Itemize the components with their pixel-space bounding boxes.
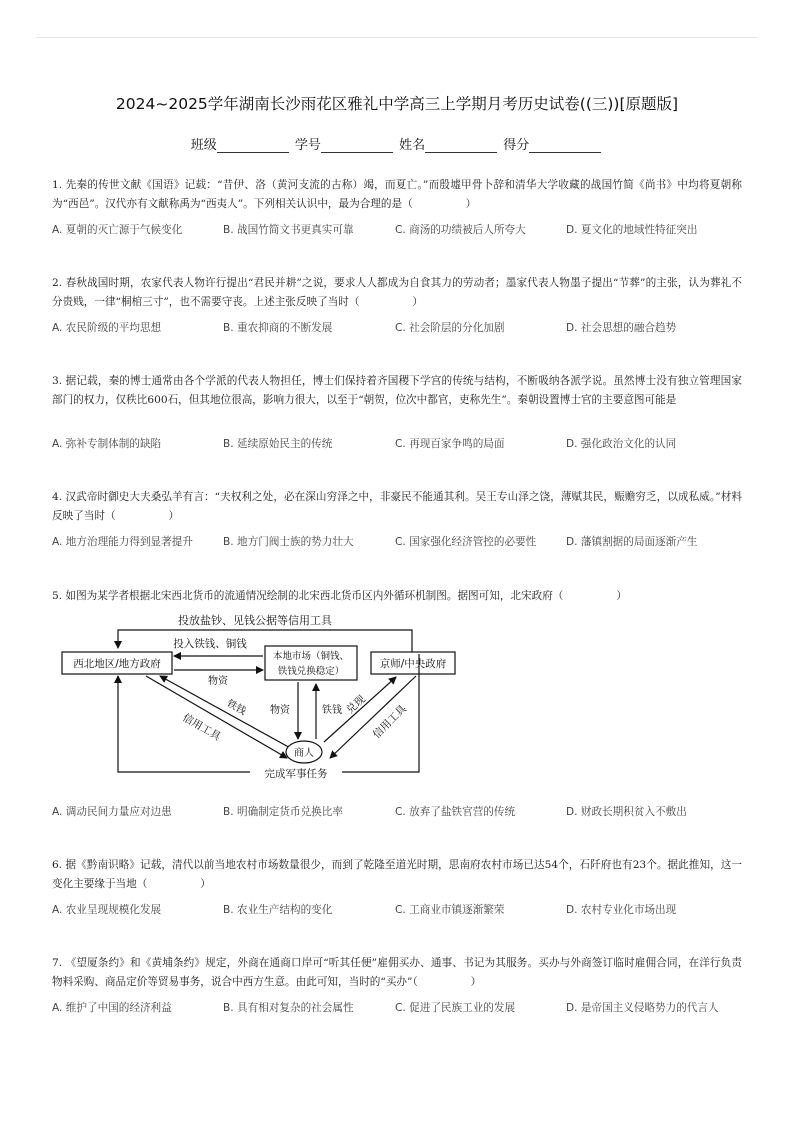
question-4-option-d[interactable]: D. 藩镇割据的局面逐渐产生 — [566, 536, 698, 548]
question-6-option-b[interactable]: B. 农业生产结构的变化 — [223, 904, 333, 916]
question-7-option-c[interactable]: C. 促进了民族工业的发展 — [395, 1002, 516, 1014]
question-1-options — [52, 222, 742, 242]
diagram-edge-goods-mid: 物资 — [270, 705, 290, 716]
question-2-stem: 2. 春秋战国时期，农家代表人物许行提出“君民并耕”之说，要求人人都成为自食其力的劳动者；墨家代表人物墨子提出“节葬”的主张，认为葬礼不分贵贱，一律“桐棺三寸”，也不需要守丧。上述主张反映了当时（ ） — [52, 277, 742, 308]
exam-title: 2024~2025学年湖南长沙雨花区雅礼中学高三上学期月考历史试卷((三))[原题版] — [115, 95, 679, 113]
question-4-option-b[interactable]: B. 地方门阀士族的势力壮大 — [223, 536, 354, 548]
question-2-option-b[interactable]: B. 重农抑商的不断发展 — [223, 322, 333, 334]
question-6-option-d[interactable]: D. 农村专业化市场出现 — [566, 904, 677, 916]
question-3-option-c[interactable]: C. 再现百家争鸣的局面 — [395, 438, 505, 450]
diagram-edge-iron-mid: 铁钱 — [322, 705, 342, 716]
diagram-edge-input-coins: 投入铁钱、铜钱 — [173, 638, 247, 650]
question-1-option-d[interactable]: D. 夏文化的地域性特征突出 — [566, 224, 698, 236]
question-4-option-a[interactable]: A. 地方治理能力得到显著提升 — [52, 536, 193, 548]
question-6-option-c[interactable]: C. 工商业市镇逐渐繁荣 — [395, 904, 505, 916]
question-6-stem: 6. 据《黔南识略》记载，清代以前当地农村市场数量很少，而到了乾隆至道光时期，思南府农村市场已达54个，石阡府也有23个。据此推知，这一变化主要缘于当地（ ） — [52, 859, 742, 890]
question-5-option-a[interactable]: A. 调动民间力量应对边患 — [52, 806, 172, 818]
diagram-node-market-line1: 本地市场（铜钱、 — [272, 651, 350, 662]
student-id-label: 学号 — [294, 138, 321, 153]
question-3-option-a[interactable]: A. 弥补专制体制的缺陷 — [52, 438, 162, 450]
currency-circulation-diagram — [60, 612, 480, 788]
question-3-options — [52, 436, 742, 456]
diagram-node-market-line2: 铁钱兑换稳定） — [277, 666, 345, 677]
question-3-option-b[interactable]: B. 延续原始民主的传统 — [223, 438, 333, 450]
question-6-option-a[interactable]: A. 农业呈现规模化发展 — [52, 904, 162, 916]
question-5-options — [52, 804, 742, 824]
diagram-edge-redeem: 兑现 — [344, 693, 368, 717]
diagram-bottom-label: 完成军事任务 — [264, 768, 328, 780]
question-1-stem: 1. 先秦的传世文献《国语》记载：“昔伊、洛（黄河支流的古称）竭，而夏亡。”而殷墟甲骨卜辞和清华大学收藏的战国竹简《尚书》中均将夏朝称为“西邑”。汉代亦有文献称禹为“西夷人”。下列相关认识中，最为合理的是（ ） — [52, 179, 742, 210]
question-3 — [52, 372, 742, 410]
question-4-stem: 4. 汉武帝时御史大夫桑弘羊有言：“夫权利之处，必在深山穷泽之中，非豪民不能通其利。吴王专山泽之饶，薄赋其民，赈赡穷乏，以成私威。”材料反映了当时（ ） — [52, 491, 742, 522]
student-info-row — [0, 134, 794, 153]
question-5-option-d[interactable]: D. 财政长期积贫入不敷出 — [566, 806, 687, 818]
diagram-edge-credit-right: 信用工具 — [370, 702, 409, 741]
diagram-arrow-credit-left — [146, 676, 287, 758]
question-1 — [52, 176, 742, 214]
diagram-node-capital-label: 京师/中央政府 — [379, 658, 447, 670]
question-7 — [52, 954, 742, 992]
question-2-option-a[interactable]: A. 农民阶级的平均思想 — [52, 322, 162, 334]
question-3-stem: 3. 据记载，秦的博士通常由各个学派的代表人物担任，博士们保持着齐国稷下学宫的传统与结构，不断吸纳各派学说。虽然博士没有独立管理国家部门的权力，仅秩比600石，但其地位很高，影响力很大，以至于“朝贺，位次中都官，吏称先生”。秦朝设置博士官的主要意图可能是 — [52, 375, 742, 406]
question-2-options — [52, 320, 742, 340]
score-blank[interactable] — [529, 138, 601, 153]
question-7-option-a[interactable]: A. 维护了中国的经济利益 — [52, 1002, 172, 1014]
name-blank[interactable] — [425, 138, 497, 153]
diagram-edge-credit-left: 信用工具 — [180, 711, 223, 744]
question-1-option-b[interactable]: B. 战国竹简文书更真实可靠 — [223, 224, 354, 236]
class-label: 班级 — [190, 138, 217, 153]
score-label: 得分 — [503, 138, 530, 153]
question-1-option-a[interactable]: A. 夏朝的灭亡源于气候变化 — [52, 224, 183, 236]
question-3-option-d[interactable]: D. 强化政治文化的认同 — [566, 438, 677, 450]
diagram-top-label: 投放盐钞、见钱公据等信用工具 — [178, 614, 332, 627]
question-6 — [52, 856, 742, 894]
question-5-option-b[interactable]: B. 明确制定货币兑换比率 — [223, 806, 343, 818]
question-1-option-c[interactable]: C. 商汤的功绩被后人所夸大 — [395, 224, 526, 236]
diagram-edge-goods-left: 物资 — [208, 676, 228, 687]
header-rule — [36, 37, 758, 38]
question-7-option-b[interactable]: B. 具有相对复杂的社会属性 — [223, 1002, 354, 1014]
diagram-node-northwest-label: 西北地区/地方政府 — [73, 658, 161, 670]
question-4 — [52, 488, 742, 526]
question-7-stem: 7. 《望厦条约》和《黄埔条约》规定，外商在通商口岸可“听其任便”雇佣买办、通事、书记为其服务。买办与外商签订临时雇佣合同，在洋行负责物料采购、商品定价等贸易事务，说合中西方生意。由此可知，当时的“买办”（ ） — [52, 957, 742, 988]
question-6-options — [52, 902, 742, 922]
question-5-option-c[interactable]: C. 放弃了盐铁官营的传统 — [395, 806, 516, 818]
diagram-edge-iron-left: 铁钱 — [224, 698, 248, 718]
class-blank[interactable] — [217, 138, 289, 153]
question-7-option-d[interactable]: D. 是帝国主义侵略势力的代言人 — [566, 1002, 719, 1014]
question-4-option-c[interactable]: C. 国家强化经济管控的必要性 — [395, 536, 537, 548]
name-label: 姓名 — [399, 138, 426, 153]
question-2-option-d[interactable]: D. 社会思想的融合趋势 — [566, 322, 677, 334]
question-2 — [52, 274, 742, 312]
question-4-options — [52, 534, 742, 554]
question-5-stem: 5. 如图为某学者根据北宋西北货币的流通情况绘制的北宋西北货币区内外循环机制图。据图可知，北宋政府（ ） — [52, 590, 627, 602]
question-5 — [52, 587, 742, 606]
question-7-options — [52, 1000, 742, 1036]
question-2-option-c[interactable]: C. 社会阶层的分化加剧 — [395, 322, 505, 334]
student-id-blank[interactable] — [321, 138, 393, 153]
diagram-node-merchant-label: 商人 — [294, 748, 314, 759]
